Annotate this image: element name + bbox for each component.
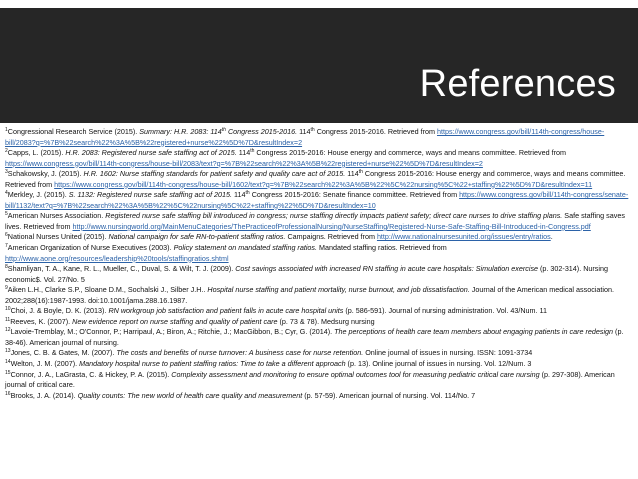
reference-title-text: New evidence report on nurse staffing and quality of patient care: [72, 316, 278, 326]
reference-item: [5, 232, 631, 243]
reference-number: 15: [5, 369, 11, 376]
reference-title-text: Congress 2015-2016.: [225, 127, 298, 136]
reference-authors: Reeves, K. (2007).: [10, 316, 73, 326]
reference-details: Congress 2015-2016: House energy and commerce, ways and means committee. Retrieved from: [5, 169, 626, 189]
reference-details: (p. 57-59). American journal of nursing. Vol. 114/No. 7: [302, 390, 476, 400]
reference-item: [5, 148, 631, 169]
reference-number: 12: [5, 327, 11, 334]
reference-item: [5, 211, 631, 232]
reference-item: [5, 169, 631, 190]
reference-details: Congress 2015-2016: Senate finance committee. Retrieved from: [249, 190, 460, 200]
reference-number: 13: [5, 348, 11, 355]
reference-details: (p. 297-308). American journal of critical care.: [5, 369, 615, 390]
reference-tail: .: [550, 232, 553, 242]
reference-details: Online journal of issues in nursing. ISSN: 1091-3734: [363, 348, 533, 358]
reference-number: 1: [5, 127, 8, 133]
reference-item: [5, 391, 631, 402]
reference-title: [171, 370, 539, 379]
reference-item: [5, 264, 631, 285]
reference-title-text: H.R. 1602: Nurse staffing standards for patient safety and quality care act of 2015.: [83, 169, 346, 179]
reference-title-text: Quality counts: The new world of health care quality and measurement: [77, 390, 303, 400]
reference-number: 9: [5, 285, 8, 292]
ordinal-suffix: th: [250, 148, 255, 155]
reference-authors: American Nurses Association.: [7, 211, 106, 221]
reference-authors: Brooks, J. A. (2014).: [10, 390, 78, 400]
reference-title: [116, 348, 363, 357]
reference-details: Campaigns. Retrieved from: [285, 232, 377, 242]
reference-details: Mandated staffing ratios. Retrieved from: [317, 243, 447, 253]
congress-number: 114: [345, 169, 359, 179]
references-list: [5, 127, 631, 401]
reference-title-text: The costs and benefits of nurse turnover: A business case for nurse retention.: [116, 348, 364, 358]
reference-authors: Capps, L. (2015).: [7, 148, 66, 158]
reference-title-text: Complexity assessment and monitoring to ensure optimal outcomes tool for measuring pediatric critical care nursing: [171, 369, 540, 379]
reference-details: Safe staffing saves lives. Retrieved from: [5, 211, 625, 231]
reference-title: [78, 391, 303, 400]
reference-authors: Merkley, J. (2015).: [7, 190, 69, 200]
reference-item: [5, 306, 631, 317]
reference-number: 4: [5, 190, 8, 197]
reference-title-text: Hospital nurse staffing and patient mortality, nurse burnout, and job dissatisfaction.: [207, 285, 470, 295]
reference-title: [84, 169, 346, 178]
reference-details: (p. 13). Online journal of issues in nursing. Vol. 12/Num. 3: [345, 359, 532, 369]
reference-link[interactable]: https://www.congress.gov/bill/114th-congress/house-bill/2083?q=%7B%22search%22%3A%5B%22registered+nurse%22%5D%7D&resultIndex=2: [5, 127, 605, 147]
reference-title-text: RN workgroup job satisfaction and patient falls in acute care hospital units: [108, 306, 344, 316]
reference-number: 11: [5, 316, 11, 323]
reference-title: [105, 211, 562, 220]
reference-item: [5, 190, 631, 211]
reference-title: [139, 127, 297, 136]
reference-authors: Welton, J. M. (2007).: [10, 359, 80, 369]
reference-item: [5, 285, 631, 306]
reference-number: 16: [5, 390, 11, 397]
reference-item: [5, 348, 631, 359]
reference-title-text: Cost savings associated with increased RN staffing in acute care hospitals: Simulation exercise: [235, 264, 539, 274]
reference-link[interactable]: https://www.congress.gov/bill/114th-congress/house-bill/2083/text?q=%7B%22search%22%3A%5B%22registered+nurse%22%5D%7D&resultIndex=2: [5, 158, 483, 168]
top-band: [0, 0, 638, 8]
reference-link[interactable]: http://www.nursingworld.org/MainMenuCategories/ThePracticeofProfessionalNursing/NurseStaffing/Registered-Nurse-Safe-Staffing-Bill-Introduced-in-Congress.pdf: [72, 221, 591, 231]
reference-authors: National Nurses United (2015).: [7, 232, 109, 242]
reference-details: (p. 302-314). Nursing economic$. Vol. 27/No. 5: [5, 264, 608, 284]
reference-details: (p. 586-591). Journal of nursing administration. Vol. 43/Num. 11: [343, 306, 547, 316]
reference-title: [79, 359, 345, 368]
reference-title-text: Registered nurse safe staffing bill introduced in congress; nurse staffing directly impacts patient safety; direct care nurses to drive staffing plans.: [105, 211, 563, 221]
reference-authors: Connor, J. A., LaGrasta, C. & Hickey, P. A. (2015).: [10, 369, 172, 379]
reference-title: [69, 190, 232, 199]
reference-number: 5: [5, 211, 8, 218]
reference-authors: Choi, J. & Boyle, D. K. (2013).: [10, 306, 109, 316]
ordinal-suffix: th: [221, 127, 226, 133]
reference-title: [207, 285, 469, 294]
reference-number: 8: [5, 264, 8, 271]
reference-item: [5, 127, 631, 148]
reference-number: 2: [5, 148, 8, 155]
reference-authors: Aiken L.H., Clarke S.P., Sloane D.M., Sochalski J., Silber J.H..: [7, 285, 208, 295]
reference-title: [72, 317, 277, 326]
reference-details: (p. 38-46). American journal of nursing.: [5, 327, 624, 347]
reference-item: [5, 370, 631, 391]
reference-link[interactable]: https://www.congress.gov/bill/114th-congress/senate-bill/1132/text?q=%7B%22search%22%3A%5B%22%5C%22nursing%5C%22+staffing%22%5D%7D&resultIndex=10: [5, 190, 629, 210]
ordinal-suffix: th: [310, 127, 315, 133]
reference-number: 3: [5, 169, 8, 176]
congress-number: 114: [297, 127, 311, 136]
reference-number: 10: [5, 306, 11, 313]
title-bar: [0, 8, 638, 123]
reference-title: [108, 306, 343, 315]
reference-title-text: S. 1132: Registered nurse safe staffing act of 2015.: [68, 190, 233, 200]
reference-title-text: H.R. 2083: Registered nurse safe staffing act of 2015.: [65, 148, 237, 158]
reference-details: (p. 73 & 78). Medsurg nursing: [277, 316, 375, 326]
reference-title-text: National campaign for safe RN-to-patient staffing ratios.: [108, 232, 286, 242]
reference-item: [5, 317, 631, 328]
reference-authors: Schakowsky, J. (2015).: [7, 169, 84, 179]
reference-number: 7: [5, 243, 8, 250]
reference-authors: American Organization of Nurse Executives (2003).: [7, 243, 174, 253]
reference-title-text: Summary: H.R. 2083: 114: [139, 127, 222, 136]
reference-details: Congress 2015-2016. Retrieved from: [314, 127, 437, 136]
reference-item: [5, 359, 631, 370]
ordinal-suffix: th: [358, 169, 363, 176]
reference-link[interactable]: https://www.congress.gov/bill/114th-congress/house-bill/1602/text?q=%7B%22search%22%3A%5B%22%5C%22nursing%5C%22+staffing%22%5D%7D&resultIndex=11: [54, 179, 593, 189]
reference-title-text: Policy statement on mandated staffing ratios.: [173, 243, 318, 253]
reference-title: [334, 327, 613, 336]
reference-number: 6: [5, 232, 8, 239]
congress-number: 114: [232, 190, 246, 200]
congress-number: 114: [236, 148, 251, 158]
ordinal-suffix: th: [245, 190, 250, 197]
reference-authors: Jones, C. B. & Gates, M. (2007).: [10, 348, 117, 358]
reference-authors: Congressional Research Service (2015).: [7, 127, 140, 136]
reference-details: Journal of the American medical association. 2002;288(16):1987-1993. doi:10.1001/jama.288.16.1987.: [5, 285, 614, 305]
reference-authors: Shamliyan, T. A., Kane, R. L., Mueller, C., Duval, S. & Wilt, T. J. (2009).: [7, 264, 236, 274]
reference-title-text: Mandatory hospital nurse to patient staffing ratios: Time to take a different approach: [79, 359, 346, 369]
reference-title: [235, 264, 538, 273]
reference-number: 14: [5, 359, 11, 366]
reference-authors: Lavoie-Tremblay, M.; O'Connor, P.; Harripaul, A.; Biron, A.; Ritchie, J.; MacGibbon, B.; Cyr, G. (2014).: [10, 327, 335, 337]
reference-title: [65, 148, 236, 157]
slide-title: References: [419, 63, 616, 105]
reference-item: [5, 243, 631, 264]
reference-details: Congress 2015-2016: House energy and commerce, ways and means committee. Retrieved from: [254, 148, 566, 158]
reference-title-text: The perceptions of health care team members about engaging patients in care redesign: [334, 327, 614, 337]
reference-link[interactable]: http://www.aone.org/resources/leadership%20tools/staffingratios.shtml: [5, 253, 229, 263]
reference-title: [108, 232, 285, 241]
reference-title: [174, 243, 317, 252]
reference-item: [5, 327, 631, 348]
reference-link[interactable]: http://www.nationalnursesunited.org/issues/entry/ratios: [376, 232, 551, 242]
